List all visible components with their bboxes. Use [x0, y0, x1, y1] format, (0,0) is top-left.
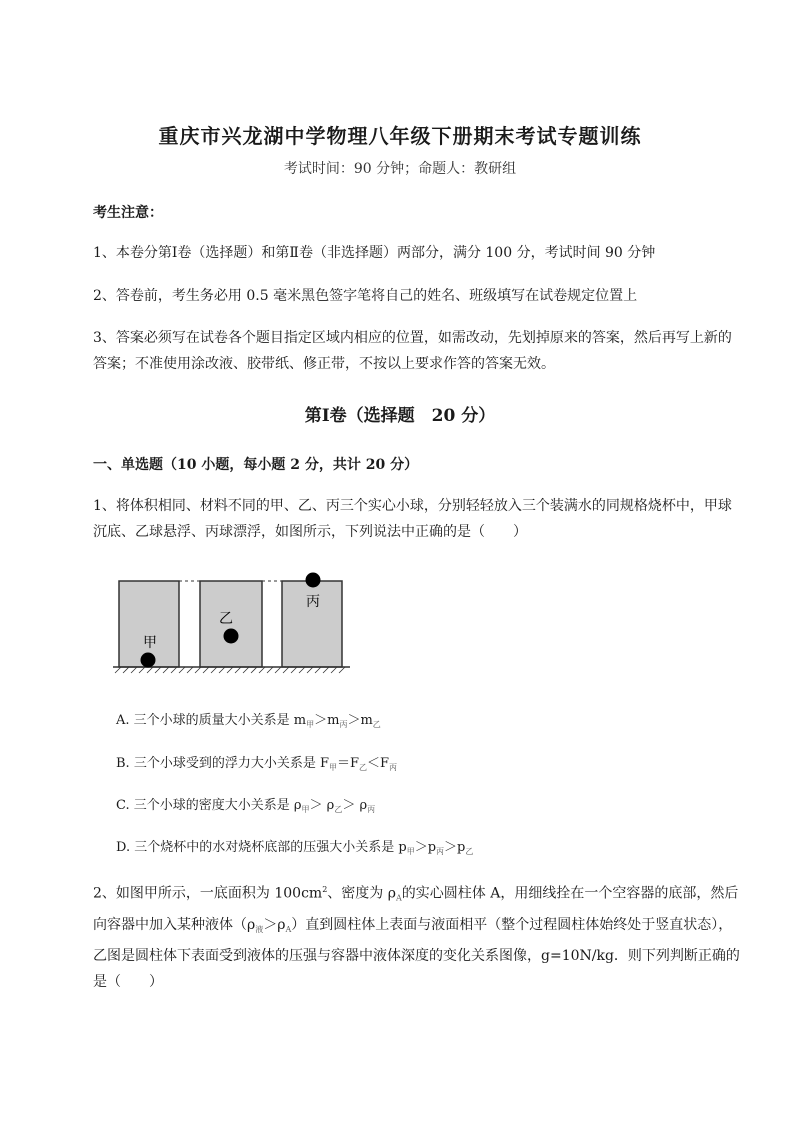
ball-c — [306, 573, 321, 588]
notice-heading: 考生注意： — [93, 205, 163, 221]
question-1-figure — [110, 570, 360, 680]
ball-b-label: 乙 — [219, 611, 233, 627]
section-title: 第Ⅰ卷（选择题 20 分） — [304, 406, 496, 426]
option-b[interactable]: B. 三个小球受到的浮力大小关系是 $F_甲=F_乙<F_丙$ — [116, 756, 398, 772]
option-c[interactable]: C. 三个小球的密度大小关系是 $\rho_甲> \rho_乙> \rho_丙$ — [116, 798, 376, 814]
notice-item: 2、答卷前，考生务必用 0.5 毫米黑色签字笔将自己的姓名、班级填写在试卷规定位置上 — [93, 288, 638, 304]
part-heading: 一、单选题（10 小题，每小题 2 分，共计 20 分） — [93, 457, 419, 473]
ball-b — [224, 629, 239, 644]
option-a[interactable]: A. 三个小球的质量大小关系是 $m_甲>m_丙>m_乙$ — [116, 713, 381, 729]
page-title: 重庆市兴龙湖中学物理八年级下册期末考试专题训练 — [158, 124, 642, 148]
exam-info: 考试时间：90 分钟；命题人：教研组 — [283, 161, 517, 177]
question-2-stem: 2、如图甲所示，一底面积为 $100cm^2$、密度为 $\rho_A$的实心圆柱体 A，用细线拴在一个空容器的底部，然后向容器中加入某种液体$(\rho_液>\rho_A)$直到圆柱体上表面与液面相平（整个过程圆柱体始终处于竖直状态），乙图是圆柱体下表面受到液体的压强与容器中液体深度的变化关系图像，g=10N/kg．则下列判断正确的是（ ） — [93, 885, 740, 990]
ball-c-label: 丙 — [306, 594, 320, 610]
ball-a — [141, 653, 156, 668]
ball-a-label: 甲 — [143, 635, 157, 651]
question-1-stem: 1、将体积相同、材料不同的甲、乙、丙三个实心小球，分别轻轻放入三个装满水的同规格烧杯中，甲球沉底、乙球悬浮、丙球漂浮，如图所示，下列说法中正确的是（ ） — [93, 498, 732, 540]
notice-item: 1、本卷分第Ⅰ卷（选择题）和第Ⅱ卷（非选择题）两部分，满分 100 分，考试时间 90 分钟 — [93, 245, 656, 261]
notice-item: 3、答案必须写在试卷各个题目指定区域内相应的位置，如需改动，先划掉原来的答案，然后再写上新的答案；不准使用涂改液、胶带纸、修正带，不按以上要求作答的答案无效。 — [93, 330, 732, 372]
option-d[interactable]: D. 三个烧杯中的水对烧杯底部的压强大小关系是 $p_甲>p_丙>p_乙$ — [116, 840, 474, 856]
